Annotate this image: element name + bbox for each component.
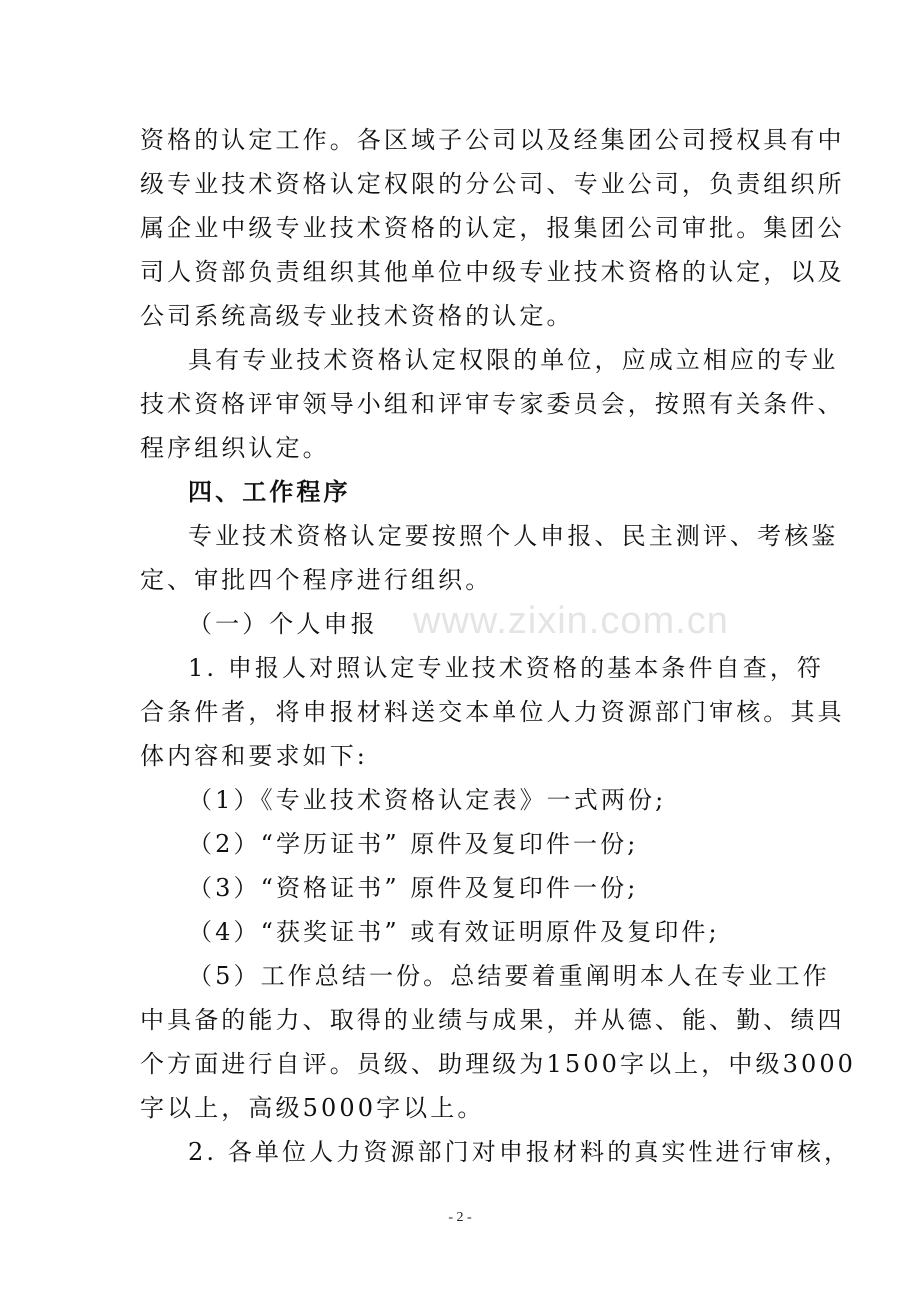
list-item: （1）《专业技术资格认定表》一式两份;	[188, 786, 667, 814]
list-item: （2）“学历证书” 原件及复印件一份;	[188, 830, 639, 858]
subsection-heading: （一）个人申报	[188, 610, 378, 638]
paragraph-line: 字以上，高级5000字以上。	[140, 1094, 485, 1122]
list-item: （4）“获奖证书” 或有效证明原件及复印件;	[188, 918, 720, 946]
document-body	[140, 118, 857, 1174]
paragraph-line: 1. 申报人对照认定专业技术资格的基本条件自查，符	[188, 654, 825, 682]
paragraph-line: 资格的认定工作。各区域子公司以及经集团公司授权具有中	[140, 126, 845, 154]
paragraph-line: 体内容和要求如下:	[140, 742, 368, 770]
watermark: www.zixin.com.cn	[413, 600, 729, 642]
paragraph-line: 专业技术资格认定要按照个人申报、民主测评、考核鉴	[188, 522, 839, 550]
paragraph-line: 技术资格评审领导小组和评审专家委员会，按照有关条件、	[140, 390, 845, 418]
list-item: （3）“资格证书” 原件及复印件一份;	[188, 874, 639, 902]
page-number: - 2 -	[448, 1210, 472, 1225]
paragraph-line: 级专业技术资格认定权限的分公司、专业公司，负责组织所	[140, 170, 845, 198]
section-heading: 四、工作程序	[188, 477, 351, 506]
list-item: （5）工作总结一份。总结要着重阐明本人在专业工作	[188, 962, 830, 990]
paragraph-line: 中具备的能力、取得的业绩与成果，并从德、能、勤、绩四	[140, 1006, 845, 1034]
paragraph-line: 属企业中级专业技术资格的认定，报集团公司审批。集团公	[140, 214, 845, 242]
paragraph-line: 合条件者，将申报材料送交本单位人力资源部门审核。其具	[140, 698, 845, 726]
paragraph-line: 个方面进行自评。员级、助理级为1500字以上，中级3000	[140, 1050, 857, 1078]
paragraph-line: 定、审批四个程序进行组织。	[140, 566, 493, 594]
paragraph-line: 公司系统高级专业技术资格的认定。	[140, 302, 574, 330]
paragraph-line: 程序组织认定。	[140, 434, 330, 462]
paragraph-line: 司人资部负责组织其他单位中级专业技术资格的认定，以及	[140, 258, 845, 286]
paragraph-line: 2. 各单位人力资源部门对申报材料的真实性进行审核，	[188, 1138, 852, 1166]
paragraph-line: 具有专业技术资格认定权限的单位，应成立相应的专业	[188, 346, 839, 374]
